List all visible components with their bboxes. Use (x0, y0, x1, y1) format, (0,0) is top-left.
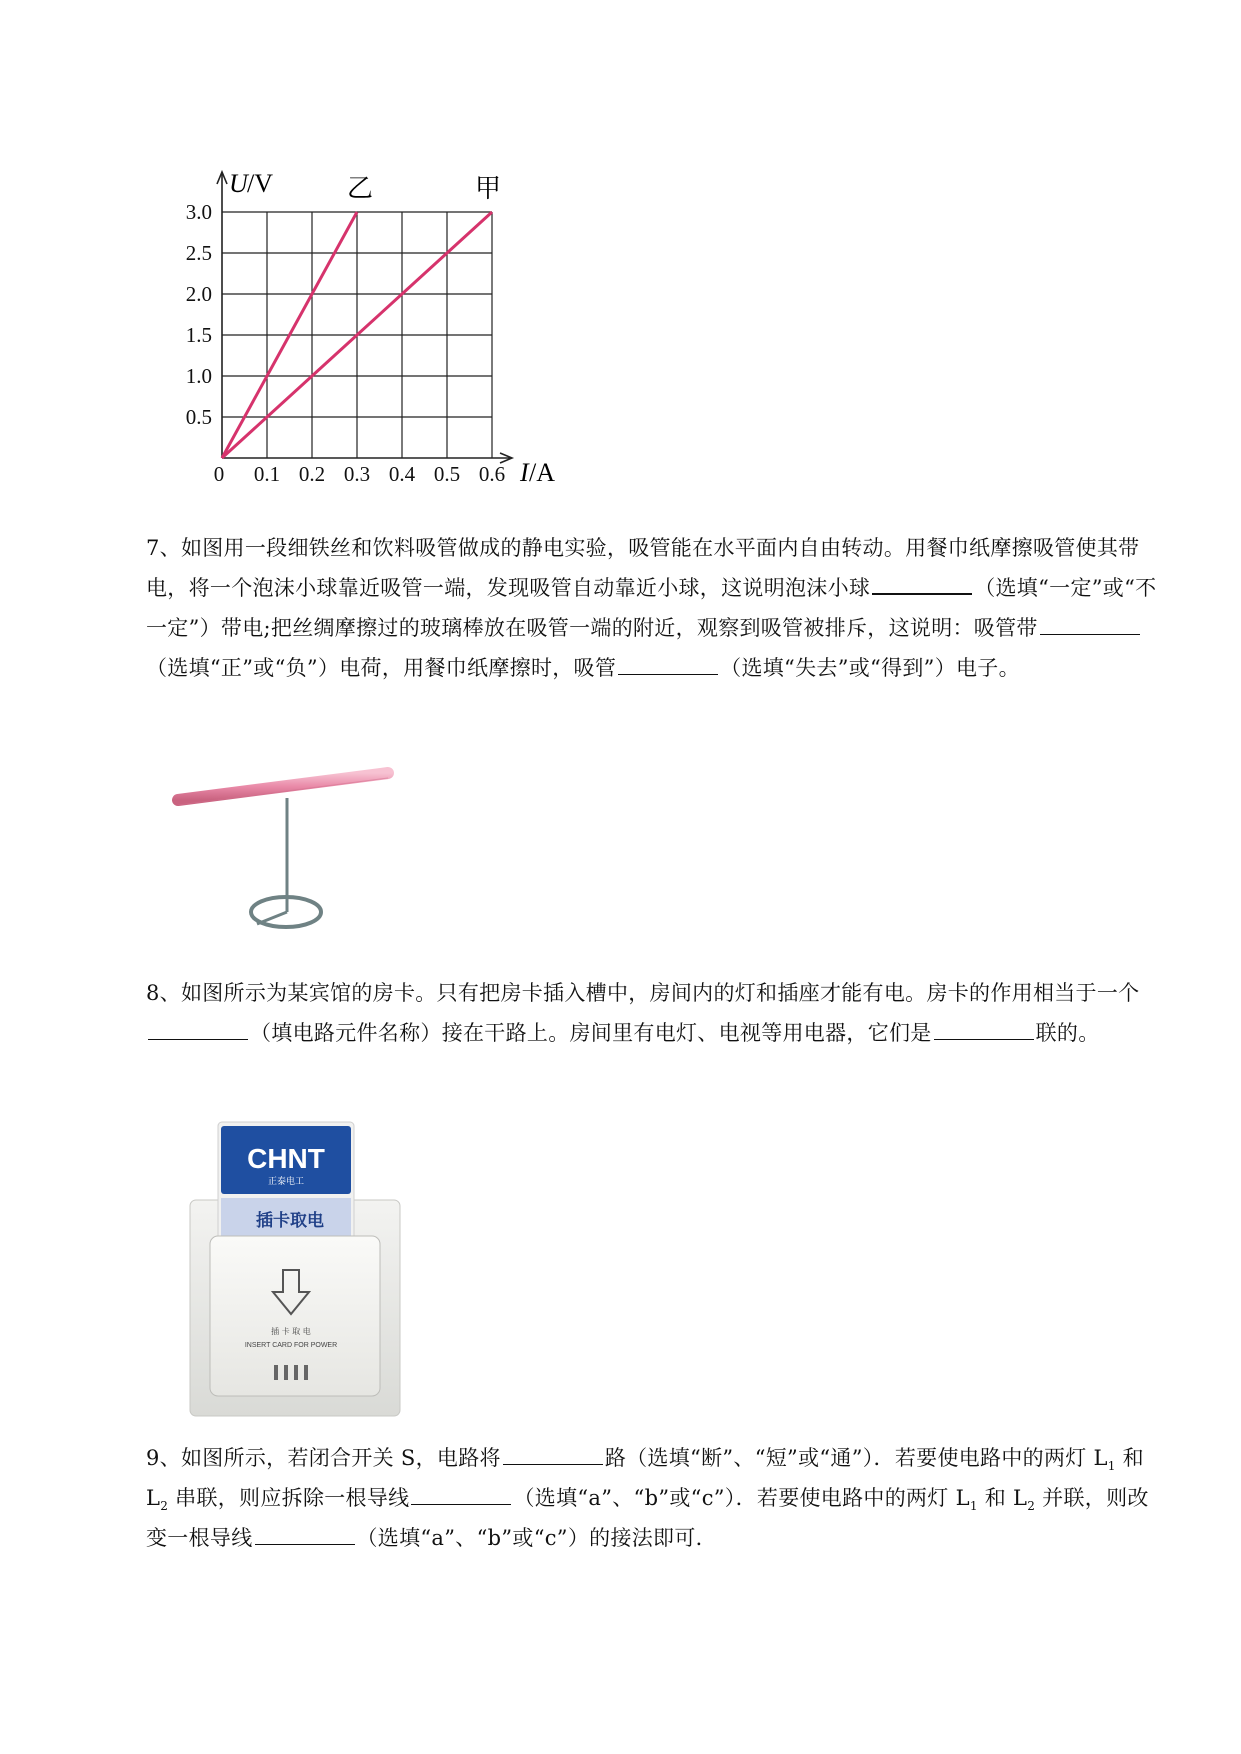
x-tick-label: 0.3 (343, 462, 371, 486)
x-tick-label: 0.2 (298, 462, 326, 486)
q9-text-6: 和 L (977, 1486, 1028, 1510)
q7-text-1: 7、如图用一段细铁丝和饮料吸管做成的静电实验，吸管能在水平面内自由转动。用餐巾纸摩擦吸管使其带电，将一个泡沫小球靠近吸管一端，发现吸管自动靠近小球，这说明泡沫小球 (146, 536, 1140, 600)
question-9 (146, 1438, 1161, 1558)
q9-text-4: 串联，则应拆除一根导线 (168, 1486, 410, 1510)
q9-sub-1: 1 (1107, 1459, 1116, 1474)
q8-blank-2[interactable] (934, 1019, 1034, 1040)
q7-blank-3[interactable] (618, 654, 718, 675)
q9-sub-2: 2 (160, 1499, 169, 1514)
q9-text-8: （选填“a”、“b”或“c”）的接法即可． (356, 1526, 717, 1550)
x-tick-label: 0.6 (478, 462, 506, 486)
y-tick-label: 3.0 (185, 200, 212, 224)
q9-blank-1[interactable] (503, 1444, 603, 1465)
slot-label-cn: 插 卡 取 电 (271, 1327, 311, 1336)
y-tick-label: 2.5 (185, 241, 212, 265)
y-axis-var: U (229, 169, 248, 198)
q7-text-2: （选填“一定”或“不一定”）带电;把丝绸摩擦过的玻璃棒放在吸管一端的附近，观察到吸管被排斥，这说明：吸管带 (146, 576, 1157, 640)
y-tick-label: 1.5 (185, 323, 212, 347)
question-8 (146, 973, 1161, 1053)
q8-text-1: 8、如图所示为某宾馆的房卡。只有把房卡插入槽中，房间内的灯和插座才能有电。房卡的作用相当于一个 (146, 981, 1140, 1005)
y-axis-unit: /V (247, 169, 273, 198)
x-tick-label: 0 (213, 462, 225, 486)
q9-blank-2[interactable] (411, 1484, 511, 1505)
q9-text-2: 路（选填“断”、“短”或“通”）．若要使电路中的两灯 L (604, 1446, 1108, 1470)
y-tick-label: 0.5 (185, 405, 212, 429)
card-brand-subtitle: 正泰电工 (267, 1177, 305, 1187)
q9-blank-3[interactable] (255, 1524, 355, 1545)
series-label-yi: 乙 (347, 174, 374, 204)
q9-sub-4: 2 (1027, 1499, 1036, 1514)
card-label: 插卡取电 (256, 1211, 324, 1231)
room-card-switch-image (180, 1120, 410, 1420)
ui-chart (140, 160, 580, 500)
q8-text-2: （填电路元件名称）接在干路上。房间里有电灯、电视等用电器，它们是 (250, 1021, 932, 1045)
chart-labels (229, 169, 555, 487)
x-tick-label: 0.4 (388, 462, 416, 486)
chart-axes (217, 172, 512, 463)
slot-label-en: INSERT CARD FOR POWER (244, 1342, 338, 1349)
q9-text-7: 并联，则改变一根导线 (146, 1486, 1149, 1550)
q7-blank-2[interactable] (1040, 614, 1140, 635)
q9-text-1: 9、如图所示，若闭合开关 S，电路将 (146, 1446, 501, 1470)
q9-text-3: 和 L (146, 1446, 1144, 1510)
x-tick-label: 0.1 (253, 462, 281, 486)
question-7 (146, 528, 1161, 688)
q7-text-4: （选填“失去”或“得到”）电子。 (720, 656, 1020, 680)
x-tick-label: 0.5 (433, 462, 461, 486)
straw-apparatus-image (170, 760, 400, 940)
q8-blank-1[interactable] (148, 1019, 248, 1040)
series-label-jia: 甲 (475, 174, 502, 204)
q7-blank-1[interactable] (872, 573, 972, 595)
x-axis-unit: /A (529, 458, 555, 487)
y-tick-label: 2.0 (185, 282, 212, 306)
q7-text-3: （选填“正”或“负”）电荷，用餐巾纸摩擦时，吸管 (146, 656, 617, 680)
card-brand-logo: CHNT (247, 1143, 325, 1174)
q8-text-3: 联的。 (1035, 1021, 1100, 1045)
y-tick-label: 1.0 (185, 364, 212, 388)
q9-text-5: （选填“a”、“b”或“c”）．若要使电路中的两灯 L (513, 1486, 970, 1510)
q9-sub-3: 1 (969, 1499, 978, 1514)
x-axis-var: I (520, 458, 529, 487)
